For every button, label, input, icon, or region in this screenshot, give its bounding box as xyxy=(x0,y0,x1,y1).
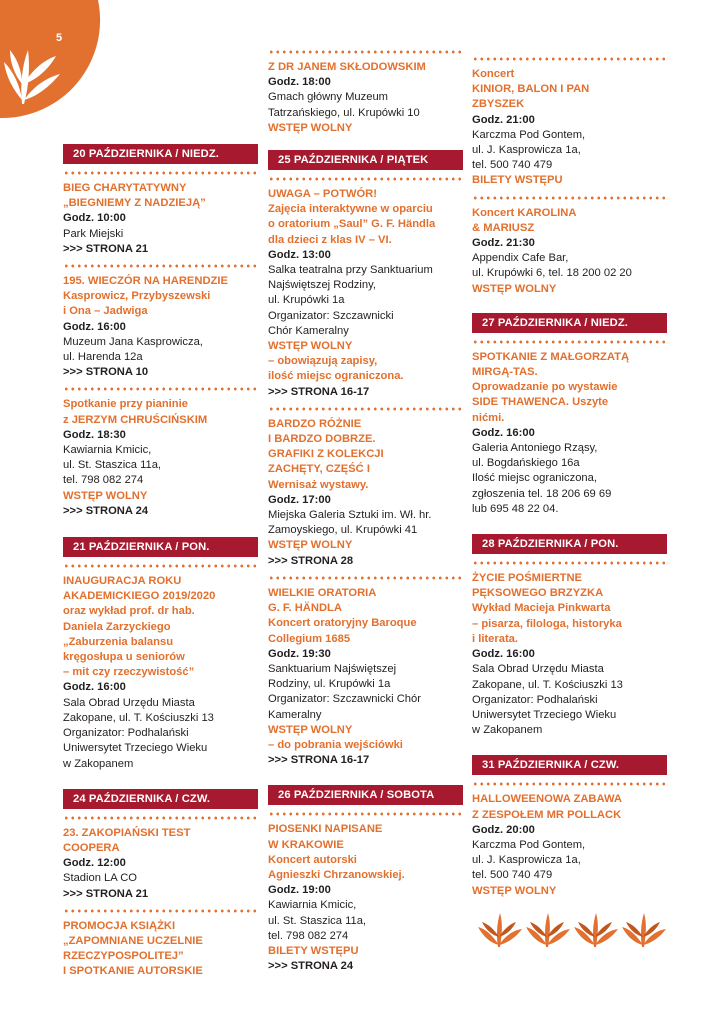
column-right xyxy=(472,57,667,899)
dotted-divider xyxy=(472,196,667,200)
event-time: Godz. 18:00 xyxy=(268,76,331,89)
event-title: Spotkanie przy pianinie xyxy=(63,398,188,411)
event-time: Godz. 20:00 xyxy=(472,823,535,836)
event-time: Godz. 19:00 xyxy=(268,884,331,897)
dotted-divider xyxy=(268,407,463,411)
event-title: dla dzieci z klas IV – VI. xyxy=(268,233,392,246)
event-venue: Kawiarnia Kmicic, xyxy=(63,444,152,457)
day-header: 20 PAŹDZIERNIKA / NIEDZ. xyxy=(63,144,258,164)
event-venue: Muzeum Jana Kasprowicza, xyxy=(63,335,203,348)
event-entry xyxy=(472,67,667,189)
event-title: nićmi. xyxy=(472,411,505,424)
event-entry xyxy=(268,586,463,768)
event-entry xyxy=(268,187,463,400)
event-title: ZACHĘTY, CZĘŚĆ I xyxy=(268,463,370,476)
event-title: i Ona – Jadwiga xyxy=(63,305,148,318)
event-venue: ul. Bogdańskiego 16a xyxy=(472,457,580,470)
dotted-divider xyxy=(268,50,463,54)
event-title: oraz wykład prof. dr hab. xyxy=(63,605,195,618)
dotted-divider xyxy=(472,561,667,565)
dotted-divider xyxy=(268,812,463,816)
event-venue: ul. St. Staszica 11a, xyxy=(63,459,162,472)
event-phone: zgłoszenia tel. 18 206 69 69 xyxy=(472,487,612,500)
event-time: Godz. 16:00 xyxy=(472,648,535,661)
event-title: I BARDZO DOBRZE. xyxy=(268,433,376,446)
event-entry xyxy=(472,206,667,297)
admission-note: WSTĘP WOLNY xyxy=(268,723,353,736)
day-header: 24 PAŹDZIERNIKA / CZW. xyxy=(63,789,258,809)
event-title: – mit czy rzeczywistość” xyxy=(63,666,195,679)
event-time: Godz. 13:00 xyxy=(268,248,331,261)
wheat-sprig-icon xyxy=(0,0,110,140)
event-title: Z ZESPOŁEM MR POLLACK xyxy=(472,808,622,821)
event-organizer: Uniwersytet Trzeciego Wieku xyxy=(472,708,617,721)
dotted-divider xyxy=(63,909,258,913)
event-organizer: Organizator: Szczawnicki Chór xyxy=(268,693,421,706)
event-title: Collegium 1685 xyxy=(268,632,351,645)
admission-note: WSTĘP WOLNY xyxy=(63,489,148,502)
event-title: z JERZYM CHRUŚCIŃSKIM xyxy=(63,413,208,426)
event-title: Koncert oratoryjny Baroque xyxy=(268,617,417,630)
event-entry xyxy=(268,822,463,974)
event-title: UWAGA – POTWÓR! xyxy=(268,188,377,201)
event-venue: Rodziny, ul. Krupówki 1a xyxy=(268,678,391,691)
event-venue: Appendix Cafe Bar, xyxy=(472,252,569,265)
event-entry xyxy=(472,571,667,738)
event-venue: ul. J. Kasprowicza 1a, xyxy=(472,854,581,867)
page-reference: >>> STRONA 16-17 xyxy=(268,754,370,767)
admission-note: WSTĘP WOLNY xyxy=(472,884,557,897)
admission-note: WSTĘP WOLNY xyxy=(268,340,353,353)
event-title: PĘKSOWEGO BRZYZKA xyxy=(472,587,604,600)
event-entry xyxy=(63,826,258,902)
event-entry xyxy=(63,274,258,380)
dotted-divider xyxy=(472,340,667,344)
event-title: PIOSENKI NAPISANE xyxy=(268,823,383,836)
dotted-divider xyxy=(63,171,258,175)
event-title: SPOTKANIE Z MAŁGORZATĄ xyxy=(472,350,630,363)
wheat-sprig-row-icon xyxy=(478,905,668,949)
event-phone: tel. 500 740 479 xyxy=(472,159,553,172)
event-organizer: Kameralny xyxy=(268,708,322,721)
admission-detail: – do pobrania wejściówki xyxy=(268,738,403,751)
event-title: SIDE THAWENCA. Uszyte xyxy=(472,396,609,409)
day-header: 25 PAŹDZIERNIKA / PIĄTEK xyxy=(268,150,463,170)
page-reference: >>> STRONA 21 xyxy=(63,242,149,255)
event-venue: Stadion LA CO xyxy=(63,872,138,885)
dotted-divider xyxy=(63,816,258,820)
event-title: PROMOCJA KSIĄŻKI xyxy=(63,919,176,932)
event-title: GRAFIKI Z KOLEKCJI xyxy=(268,448,384,461)
page-reference: >>> STRONA 10 xyxy=(63,366,149,379)
dotted-divider xyxy=(472,57,667,61)
event-time: Godz. 16:00 xyxy=(63,320,126,333)
event-title: RZECZYPOSPOLITEJ” xyxy=(63,950,184,963)
page-reference: >>> STRONA 16-17 xyxy=(268,385,370,398)
event-title: MIRGĄ-TAS. xyxy=(472,366,538,379)
event-time: Godz. 21:00 xyxy=(472,113,535,126)
page-reference: >>> STRONA 24 xyxy=(268,960,354,973)
event-title: „ZAPOMNIANE UCZELNIE xyxy=(63,934,203,947)
admission-detail: ilość miejsc ograniczona. xyxy=(268,370,404,383)
event-organizer: Chór Kameralny xyxy=(268,324,349,337)
event-venue: Zakopane, ul. T. Kościuszki 13 xyxy=(472,678,623,691)
event-venue: Salka teatralna przy Sanktuarium xyxy=(268,264,433,277)
column-middle xyxy=(268,50,463,974)
event-time: Godz. 16:00 xyxy=(63,681,126,694)
event-time: Godz. 17:00 xyxy=(268,493,331,506)
event-venue: Park Miejski xyxy=(63,227,124,240)
admission-note: BILETY WSTĘPU xyxy=(268,944,359,957)
event-phone: tel. 500 740 479 xyxy=(472,869,553,882)
event-venue: Miejska Galeria Sztuki im. Wł. hr. xyxy=(268,509,432,522)
event-venue: Sala Obrad Urzędu Miasta xyxy=(472,663,604,676)
event-venue: Sala Obrad Urzędu Miasta xyxy=(63,696,195,709)
event-title: „BIEGNIEMY Z NADZIEJĄ” xyxy=(63,197,206,210)
event-phone: tel. 798 082 274 xyxy=(63,474,144,487)
dotted-divider xyxy=(63,387,258,391)
event-title: & MARIUSZ xyxy=(472,221,535,234)
admission-note: WSTĘP WOLNY xyxy=(472,282,557,295)
event-title: o oratorium „Saul” G. F. Händla xyxy=(268,218,436,231)
event-entry xyxy=(472,350,667,517)
event-title: INAUGURACJA ROKU xyxy=(63,575,182,588)
day-header: 26 PAŹDZIERNIKA / SOBOTA xyxy=(268,785,463,805)
event-title: Koncert autorski xyxy=(268,853,357,866)
event-time: Godz. 16:00 xyxy=(472,426,535,439)
event-entry xyxy=(268,417,463,569)
event-entry xyxy=(472,792,667,898)
event-title: i literata. xyxy=(472,632,519,645)
event-title: Zajęcia interaktywne w oparciu xyxy=(268,203,433,216)
event-title: AKADEMICKIEGO 2019/2020 xyxy=(63,590,216,603)
event-title: Wykład Macieja Pinkwarta xyxy=(472,602,611,615)
event-phone: tel. 798 082 274 xyxy=(268,929,349,942)
day-header: 21 PAŹDZIERNIKA / PON. xyxy=(63,537,258,557)
event-title: BIEG CHARYTATYWNY xyxy=(63,182,187,194)
event-title: Z DR JANEM SKŁODOWSKIM xyxy=(268,61,426,73)
event-venue: Zakopane, ul. T. Kościuszki 13 xyxy=(63,711,214,724)
dotted-divider xyxy=(472,782,667,786)
event-title: Koncert KAROLINA xyxy=(472,206,577,219)
event-venue: ul. Krupówki 1a xyxy=(268,294,345,307)
event-title: Kasprowicz, Przybyszewski xyxy=(63,290,211,303)
event-title: kręgosłupa u seniorów xyxy=(63,651,185,664)
event-entry xyxy=(63,181,258,257)
day-header: 31 PAŹDZIERNIKA / CZW. xyxy=(472,755,667,775)
event-venue: Karczma Pod Gontem, xyxy=(472,128,586,141)
event-venue: Sanktuarium Najświętszej xyxy=(268,662,397,675)
admission-note: BILETY WSTĘPU xyxy=(472,174,563,187)
event-organizer: Organizator: Podhalański xyxy=(63,727,189,740)
column-left xyxy=(63,144,258,980)
event-title: Wernisaż wystawy. xyxy=(268,478,369,491)
event-title: 195. WIECZÓR NA HARENDZIE xyxy=(63,275,228,288)
admission-note: WSTĘP WOLNY xyxy=(268,121,353,134)
page-reference: >>> STRONA 24 xyxy=(63,504,149,517)
event-organizer: Uniwersytet Trzeciego Wieku xyxy=(63,742,208,755)
event-title: „Zaburzenia balansu xyxy=(63,635,174,648)
event-title: W KRAKOWIE xyxy=(268,838,344,851)
event-venue: ul. St. Staszica 11a, xyxy=(268,914,367,927)
event-title: KINIOR, BALON I PAN xyxy=(472,83,590,96)
event-title: Oprowadzanie po wystawie xyxy=(472,381,618,394)
event-venue: ul. Harenda 12a xyxy=(63,351,143,364)
event-title: ZBYSZEK xyxy=(472,98,525,111)
event-title: Daniela Zarzyckiego xyxy=(63,620,171,633)
event-venue: ul. Krupówki 6, tel. 18 200 02 20 xyxy=(472,267,632,280)
dotted-divider xyxy=(63,564,258,568)
day-header: 28 PAŹDZIERNIKA / PON. xyxy=(472,534,667,554)
event-info: Ilość miejsc ograniczona, xyxy=(472,472,597,485)
event-title: WIELKIE ORATORIA xyxy=(268,586,377,599)
event-title: Koncert xyxy=(472,68,515,80)
event-title: – pisarza, filologa, historyka xyxy=(472,617,622,630)
event-phone: lub 695 48 22 04. xyxy=(472,502,559,515)
admission-note: WSTĘP WOLNY xyxy=(268,539,353,552)
event-entry xyxy=(63,919,258,980)
page-number: 5 xyxy=(56,32,63,44)
event-venue: Najświętszej Rodziny, xyxy=(268,279,376,292)
dotted-divider xyxy=(268,576,463,580)
event-venue: Karczma Pod Gontem, xyxy=(472,838,586,851)
event-time: Godz. 12:00 xyxy=(63,857,126,870)
event-entry xyxy=(63,574,258,772)
event-organizer: Organizator: Podhalański xyxy=(472,693,598,706)
event-title: COOPERA xyxy=(63,841,120,854)
event-time: Godz. 10:00 xyxy=(63,212,126,225)
event-title: G. F. HÄNDLA xyxy=(268,602,342,615)
event-title: 23. ZAKOPIAŃSKI TEST xyxy=(63,826,191,839)
event-venue: Tatrzańskiego, ul. Krupówki 10 xyxy=(268,106,420,119)
event-venue: Kawiarnia Kmicic, xyxy=(268,899,357,912)
dotted-divider xyxy=(63,264,258,268)
event-title: BARDZO RÓŻNIE xyxy=(268,417,362,430)
event-venue: Galeria Antoniego Rząsy, xyxy=(472,442,598,455)
admission-detail: – obowiązują zapisy, xyxy=(268,355,378,368)
event-venue: Zamoyskiego, ul. Krupówki 41 xyxy=(268,524,418,537)
event-time: Godz. 18:30 xyxy=(63,428,126,441)
page-reference: >>> STRONA 28 xyxy=(268,554,354,567)
event-organizer: Organizator: Szczawnicki xyxy=(268,309,394,322)
event-venue: Gmach główny Muzeum xyxy=(268,91,388,104)
event-title: HALLOWEENOWA ZABAWA xyxy=(472,793,622,806)
event-time: Godz. 21:30 xyxy=(472,237,535,250)
event-organizer: w Zakopanem xyxy=(472,724,543,737)
event-title: Agnieszki Chrzanowskiej. xyxy=(268,868,405,881)
dotted-divider xyxy=(268,177,463,181)
page-reference: >>> STRONA 21 xyxy=(63,887,149,900)
event-title: I SPOTKANIE AUTORSKIE xyxy=(63,965,203,978)
event-entry xyxy=(63,397,258,519)
event-entry xyxy=(268,60,463,136)
day-header: 27 PAŹDZIERNIKA / NIEDZ. xyxy=(472,313,667,333)
event-time: Godz. 19:30 xyxy=(268,647,331,660)
event-title: ŻYCIE POŚMIERTNE xyxy=(472,572,583,585)
event-organizer: w Zakopanem xyxy=(63,757,134,770)
event-venue: ul. J. Kasprowicza 1a, xyxy=(472,144,581,157)
